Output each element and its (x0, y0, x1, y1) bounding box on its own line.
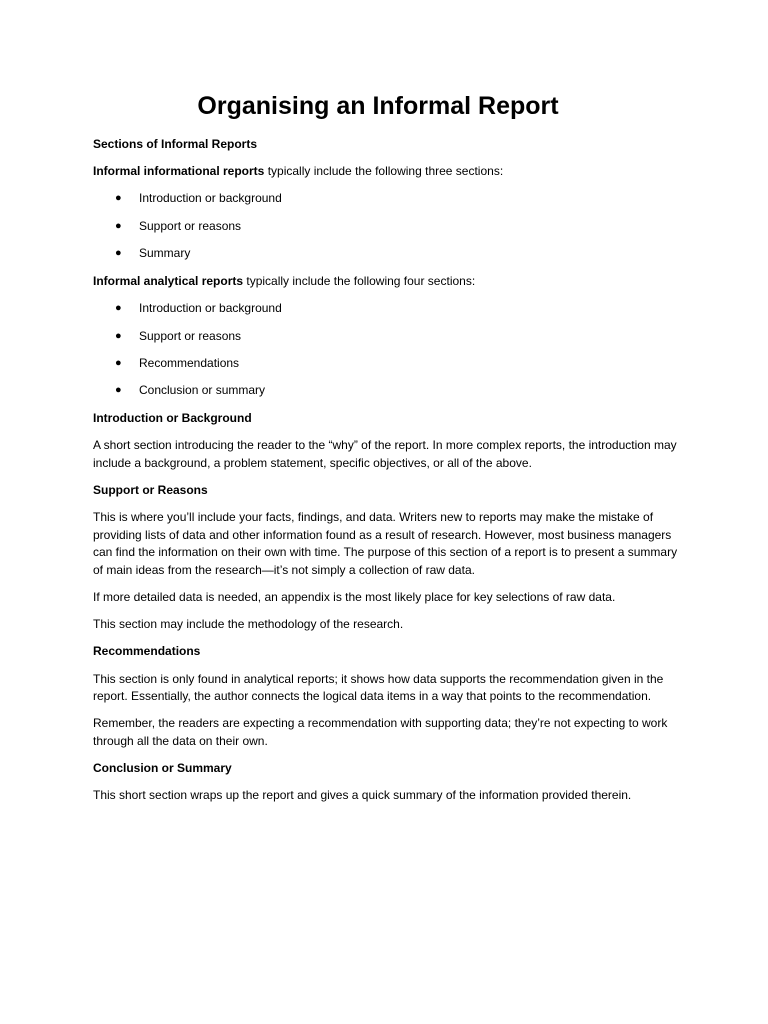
analytical-intro-bold: Informal analytical reports (93, 273, 244, 288)
bullet-icon: ● (115, 302, 122, 315)
support-paragraph: This section may include the methodology of the research. (93, 617, 404, 632)
bullet-icon: ● (115, 247, 122, 260)
informational-intro-bold: Informal informational reports (93, 164, 265, 179)
heading-introduction: Introduction or Background (93, 410, 252, 425)
document-body (93, 136, 683, 815)
list-item-label: Conclusion or summary (139, 383, 266, 398)
support-paragraph: If more detailed data is needed, an appendix is the most likely place for key selections of raw data. (93, 590, 616, 605)
list-item (93, 190, 683, 208)
analytical-intro-rest: typically include the following four sections: (243, 273, 476, 288)
bullet-icon: ● (115, 384, 122, 397)
list-item (93, 382, 683, 400)
heading-recommendations: Recommendations (93, 644, 201, 659)
bullet-icon: ● (115, 219, 122, 232)
introduction-paragraph: A short section introducing the reader to the “why” of the report. In more complex reports, the introduction may include a background, a problem statement, specific objectives, or all of the above. (93, 438, 677, 470)
list-item-label: Introduction or background (139, 191, 282, 206)
page-title: Organising an Informal Report (197, 92, 559, 120)
conclusion-paragraph: This short section wraps up the report and gives a quick summary of the information provided therein. (93, 788, 632, 803)
support-paragraph: This is where you’ll include your facts, findings, and data. Writers new to reports may make the mistake of providing lists of data and other information found as a result of research. However, most business managers can find the information on their own with time. The purpose of this section of a report is to present a summary of main ideas from the research—it’s not simply a collection of raw data. (93, 510, 678, 577)
informational-intro (93, 163, 683, 181)
informational-sections-list (93, 190, 683, 263)
list-item (93, 328, 683, 346)
heading-support: Support or Reasons (93, 482, 208, 497)
recommendations-paragraph: This section is only found in analytical reports; it shows how data supports the recommendation given in the report. Essentially, the author connects the logical data items in a way that points to the recommendation. (93, 671, 664, 704)
bullet-icon: ● (115, 192, 122, 205)
bullet-icon: ● (115, 329, 122, 342)
list-item (93, 245, 683, 263)
list-item-label: Recommendations (139, 355, 240, 370)
list-item-label: Support or reasons (139, 218, 242, 233)
analytical-intro (93, 273, 683, 291)
bullet-icon: ● (115, 356, 122, 369)
analytical-sections-list (93, 300, 683, 400)
list-item (93, 300, 683, 318)
list-item-label: Introduction or background (139, 301, 282, 316)
list-item (93, 218, 683, 236)
heading-sections: Sections of Informal Reports (93, 137, 258, 151)
list-item-label: Support or reasons (139, 328, 242, 343)
list-item-label: Summary (139, 246, 191, 261)
informational-intro-rest: typically include the following three sections: (264, 164, 504, 179)
recommendations-paragraph: Remember, the readers are expecting a recommendation with supporting data; they’re not expecting to work through all the data on their own. (93, 716, 668, 749)
heading-conclusion: Conclusion or Summary (93, 761, 232, 776)
list-item (93, 355, 683, 373)
